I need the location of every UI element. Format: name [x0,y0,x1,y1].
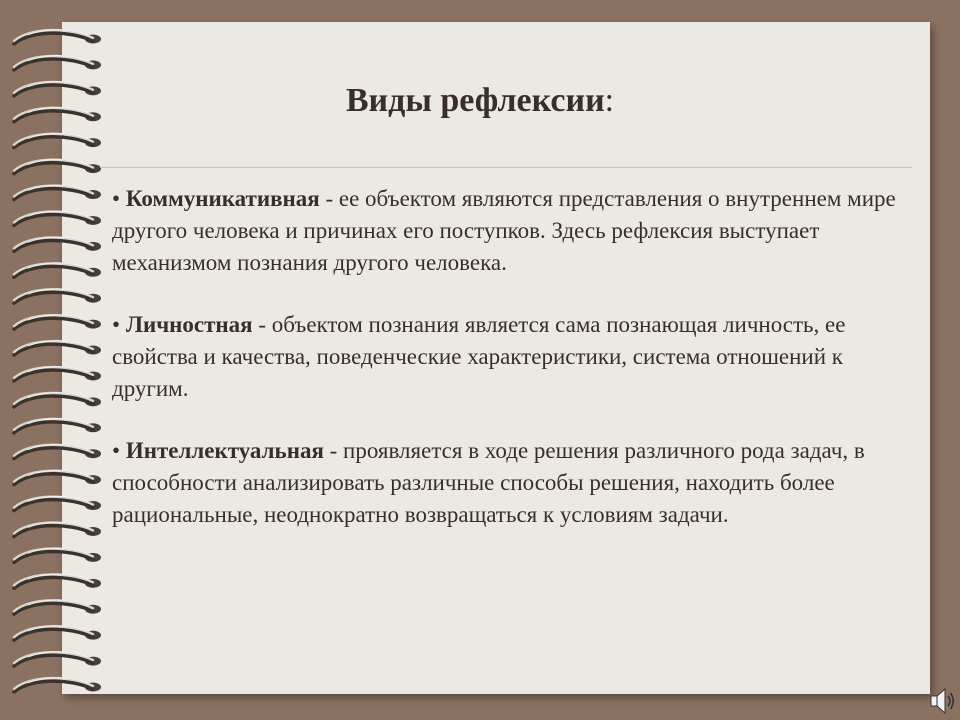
spiral-ring [14,237,101,251]
spiral-ring [14,367,101,381]
title-divider [100,167,912,168]
spiral-ring [14,56,101,70]
bullet: • [112,438,126,463]
slide-title-text: Виды рефлексии [345,82,605,119]
item-term: Интеллектуальная [125,438,324,463]
spiral-ring [14,211,101,225]
slide-title-colon: : [604,82,615,119]
spiral-ring [14,444,101,458]
spiral-ring [14,652,101,666]
spiral-ring [14,159,101,173]
spiral-ring [14,263,101,277]
spiral-ring [14,496,101,510]
spiral-ring [14,419,101,433]
spiral-ring [14,522,101,536]
spiral-ring [14,289,101,303]
spiral-ring [14,470,101,484]
item-term: Коммуникативная [125,186,320,211]
bullet: • [112,312,126,337]
spiral-ring [14,600,101,614]
spiral-ring [14,626,101,640]
item-description: - проявляется в ходе решения различного рода задач, в способности анализировать различные способы решения, находить более рациональные, неоднократно возвращаться к условиям задачи. [112,438,865,527]
spiral-ring [14,315,101,329]
bullet: • [112,186,126,211]
item-description: - ее объектом являются представления о внутреннем мире другого человека и причинах его поступков. Здесь рефлексия выступает механизмом познания другого человека. [112,186,896,275]
item-description: - объектом познания является сама познающая личность, ее свойства и качества, поведенческие характеристики, система отношений к другим. [112,312,846,401]
item-term: Личностная [125,312,253,337]
list-item-intellectual [112,435,912,531]
spiral-ring [14,341,101,355]
spiral-ring [14,548,101,562]
speaker-sound-icon[interactable] [928,686,956,716]
spiral-ring [14,133,101,147]
spiral-ring [14,30,101,44]
slide-title [0,82,960,120]
list-item-personal [112,309,912,405]
spiral-ring [14,678,101,692]
reflection-types-list [112,183,912,561]
list-item-communicative [112,183,912,279]
spiral-ring [14,393,101,407]
spiral-ring [14,185,101,199]
spiral-ring [14,574,101,588]
